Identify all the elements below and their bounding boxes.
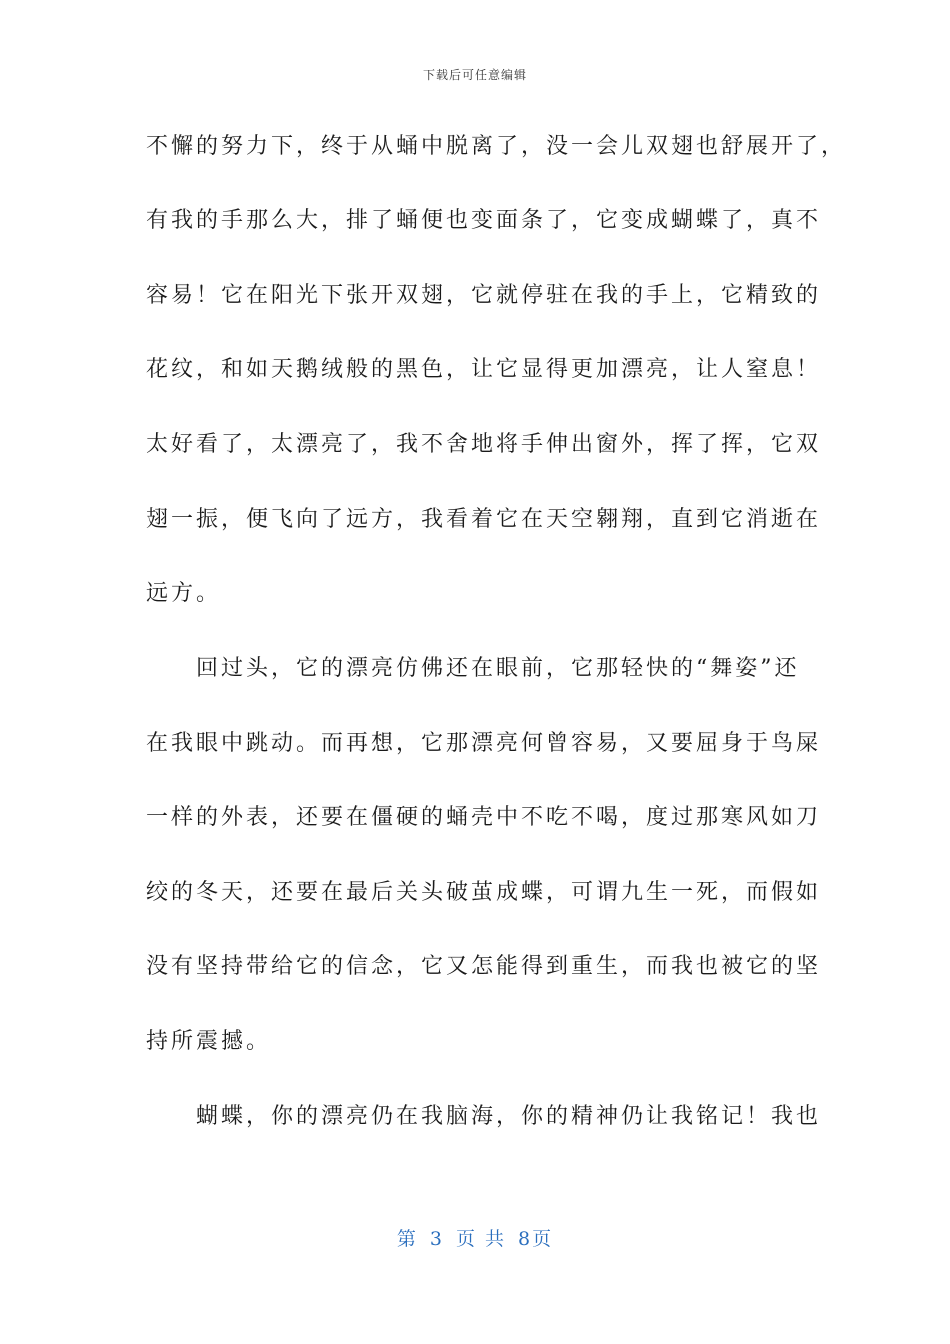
text-line: 翅一振，便飞向了远方，我看着它在天空翱翔，直到它消逝在 [146, 507, 822, 532]
page-label-middle: 页 共 [455, 1228, 507, 1250]
page-footer [0, 1224, 950, 1251]
text-line: 容易！它在阳光下张开双翅，它就停驻在我的手上，它精致的 [146, 283, 822, 308]
text-line: 一样的外表，还要在僵硬的蛹壳中不吃不喝，度过那寒风如刀 [146, 805, 822, 830]
text-line: 有我的手那么大，排了蛹便也变面条了，它变成蝴蝶了，真不 [146, 208, 822, 233]
text-line: 持所震撼。 [146, 1029, 272, 1054]
text-line: 太好看了，太漂亮了，我不舍地将手伸出窗外，挥了挥，它双 [146, 432, 822, 457]
text-line: 在我眼中跳动。而再想，它那漂亮何曾容易，又要屈身于鸟屎 [146, 731, 822, 756]
page-label-prefix: 第 [396, 1228, 418, 1250]
text-line: 绞的冬天，还要在最后关头破茧成蝶，可谓九生一死，而假如 [146, 880, 822, 905]
text-line: 不懈的努力下，终于从蛹中脱离了，没一会儿双翅也舒展开了， [146, 134, 847, 159]
text-line: 远方。 [146, 581, 222, 606]
page-header-note: 下载后可任意编辑 [422, 68, 527, 82]
text-line: 回过头，它的漂亮仿佛还在眼前，它那轻快的“舞姿”还 [146, 656, 800, 681]
text-line: 蝴蝶，你的漂亮仍在我脑海，你的精神仍让我铭记！我也 [146, 1104, 822, 1129]
page-total: 8页 [518, 1228, 554, 1250]
text-line: 没有坚持带给它的信念，它又怎能得到重生，而我也被它的坚 [146, 954, 822, 979]
text-line: 花纹，和如天鹅绒般的黑色，让它显得更加漂亮，让人窒息！ [146, 357, 822, 382]
page-number: 3 [429, 1228, 444, 1250]
